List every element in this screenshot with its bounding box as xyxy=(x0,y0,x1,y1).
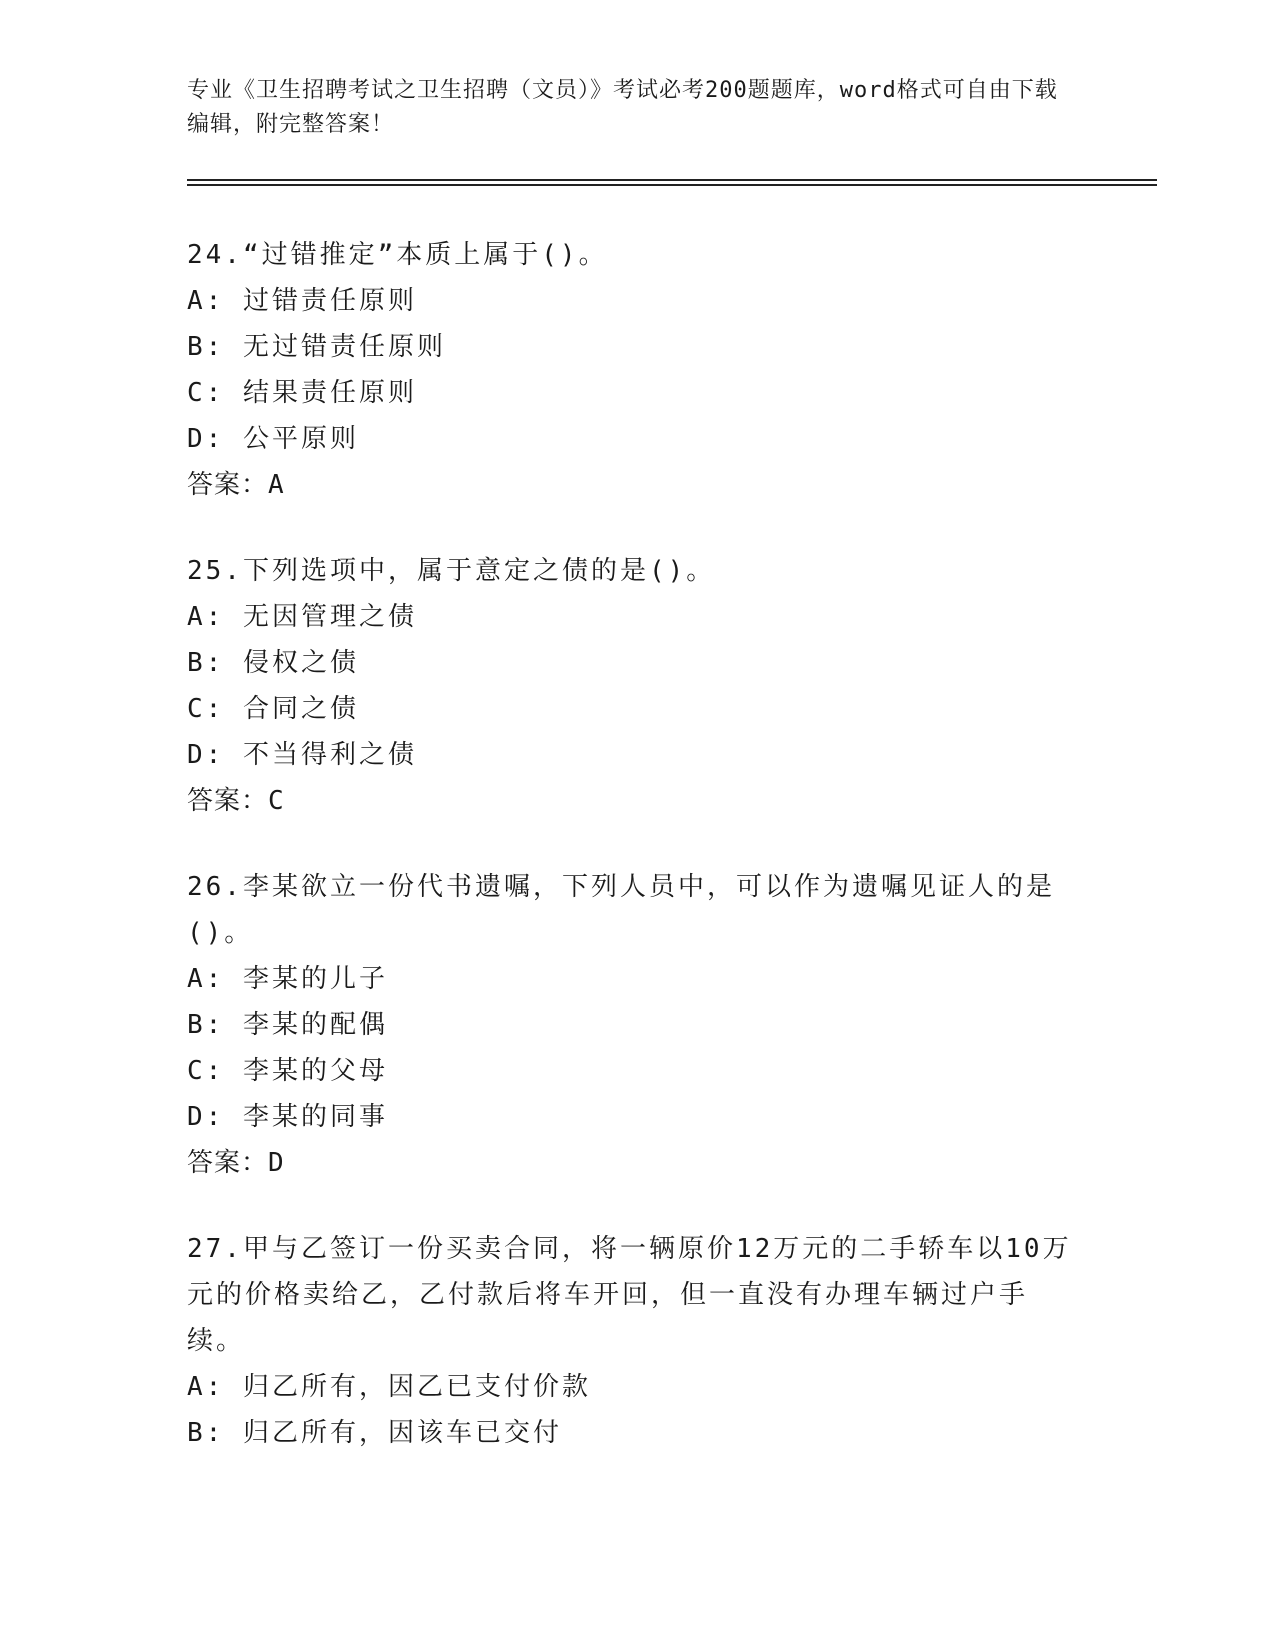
question-stem: 26.李某欲立一份代书遗嘱，下列人员中，可以作为遗嘱见证人的是()。 xyxy=(187,872,1055,948)
question-list xyxy=(187,232,1077,1496)
question-26 xyxy=(187,864,1077,1186)
option-d: D: 李某的同事 xyxy=(187,1102,388,1132)
answer-label: 答案： xyxy=(187,470,269,500)
header-divider-top xyxy=(187,179,1157,181)
answer-value: C xyxy=(268,786,285,816)
option-a: A: 无因管理之债 xyxy=(187,602,417,632)
answer-value: A xyxy=(268,470,285,500)
answer-line xyxy=(187,462,1077,508)
answer-label: 答案： xyxy=(187,786,269,816)
question-stem: 25.下列选项中，属于意定之债的是()。 xyxy=(187,556,716,586)
option-a: A: 李某的儿子 xyxy=(187,964,388,994)
answer-line xyxy=(187,778,1077,824)
option-b: B: 无过错责任原则 xyxy=(187,332,446,362)
question-24 xyxy=(187,232,1077,508)
option-c: C: 结果责任原则 xyxy=(187,378,417,408)
question-stem: 27.甲与乙签订一份买卖合同，将一辆原价12万元的二手轿车以10万元的价格卖给乙，乙付款后将车开回，但一直没有办理车辆过户手续。 xyxy=(187,1234,1072,1356)
option-b: B: 归乙所有，因该车已交付 xyxy=(187,1418,562,1448)
answer-label: 答案： xyxy=(187,1148,269,1178)
answer-value: D xyxy=(268,1148,285,1178)
option-b: B: 侵权之债 xyxy=(187,648,359,678)
option-d: D: 不当得利之债 xyxy=(187,740,417,770)
option-c: C: 合同之债 xyxy=(187,694,359,724)
document-header: 专业《卫生招聘考试之卫生招聘（文员）》考试必考200题题库，word格式可自由下载编辑，附完整答案！ xyxy=(187,78,1058,137)
option-d: D: 公平原则 xyxy=(187,424,359,454)
option-b: B: 李某的配偶 xyxy=(187,1010,388,1040)
question-stem: 24.“过错推定”本质上属于()。 xyxy=(187,240,608,270)
option-a: A: 过错责任原则 xyxy=(187,286,417,316)
question-27 xyxy=(187,1226,1077,1456)
question-25 xyxy=(187,548,1077,824)
header-divider-bottom xyxy=(187,184,1157,186)
option-a: A: 归乙所有，因乙已支付价款 xyxy=(187,1372,591,1402)
answer-line xyxy=(187,1140,1077,1186)
option-c: C: 李某的父母 xyxy=(187,1056,388,1086)
